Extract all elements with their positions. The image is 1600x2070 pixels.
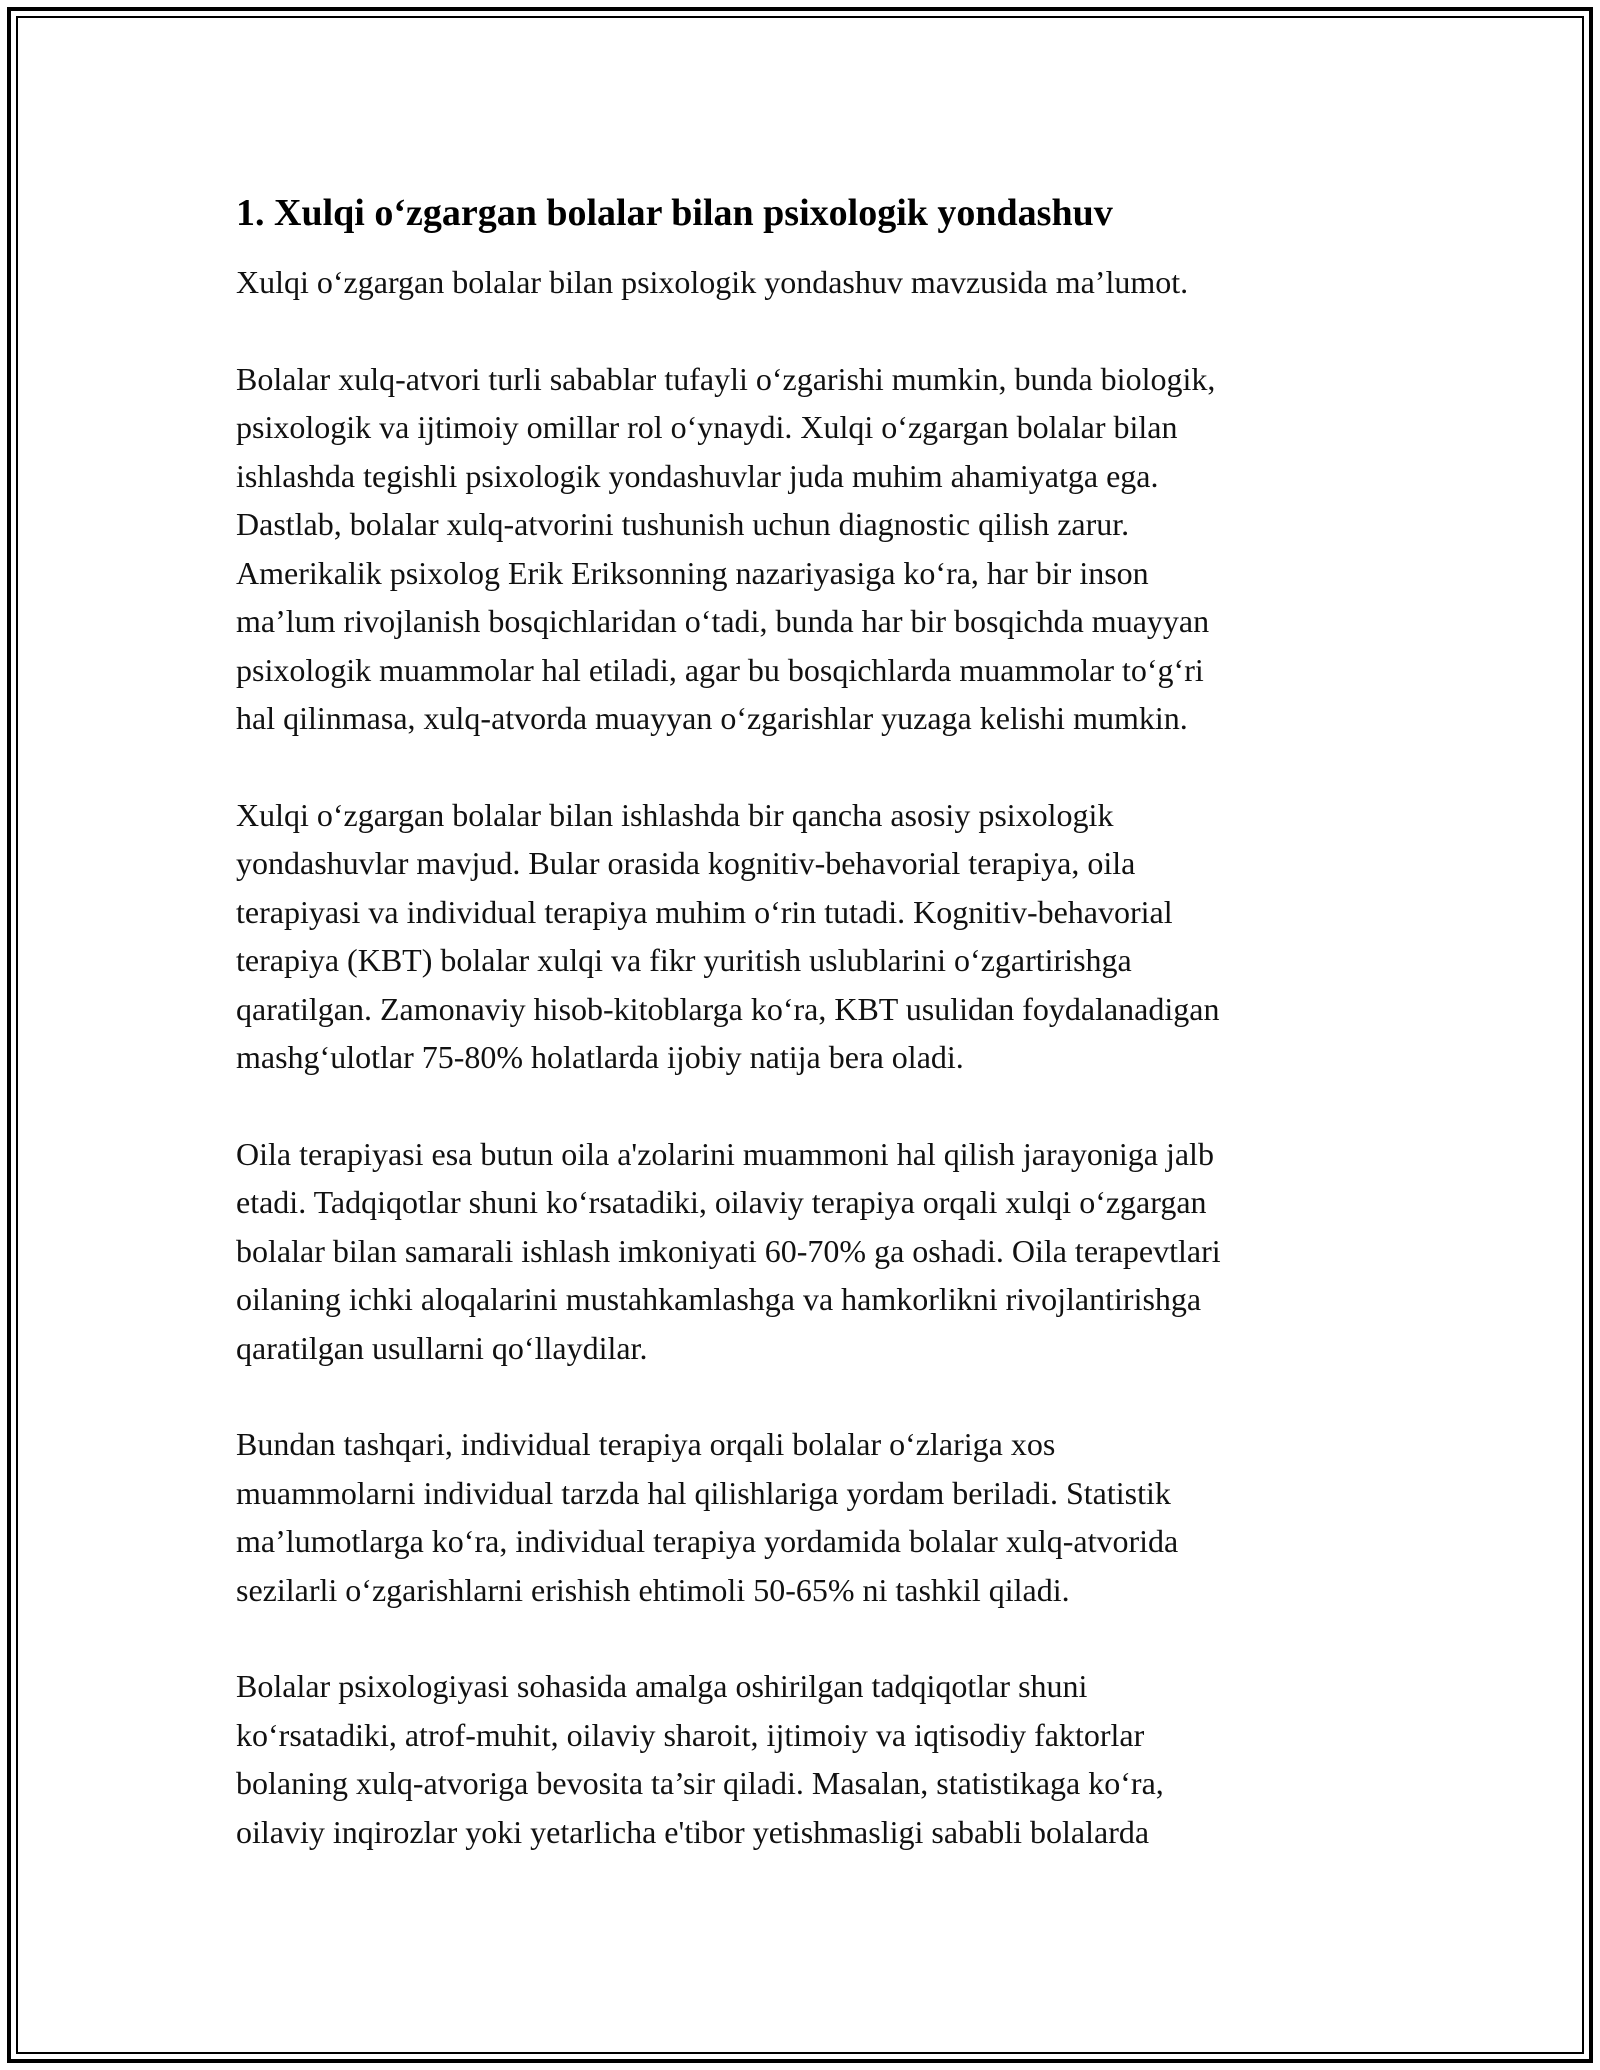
intro-paragraph: Xulqi o‘zgargan bolalar bilan psixologik yondashuv mavzusida ma’lumot. xyxy=(236,264,1189,300)
page-title: 1. Xulqi o‘zgargan bolalar bilan psixologik yondashuv xyxy=(236,192,1113,234)
body-paragraph-2: Xulqi o‘zgargan bolalar bilan ishlashda bir qancha asosiy psixologik yondashuvlar mavjud. Bular orasida kognitiv-behavorial terapiya, oila terapiyasi va individual terapiya muhim o‘rin tutadi. Kognitiv-behavorial terapiya (KBT) bolalar xulqi va fikr yuritish uslublarini o‘zgartirishga qaratilgan. Zamonaviy hisob-kitoblarga ko‘ra, KBT usulidan foydalanadigan mashg‘ulotlar 75-80% holatlarda ijobiy natija bera oladi. xyxy=(236,796,1220,1075)
body-paragraph-4: Bundan tashqari, individual terapiya orqali bolalar o‘zlariga xos muammolarni individual tarzda hal qilishlariga yordam beriladi. Statistik ma’lumotlarga ko‘ra, individual terapiya yordamida bolalar xulq-atvorida sezilarli o‘zgarishlarni erishish ehtimoli 50-65% ni tashkil qiladi. xyxy=(236,1426,1179,1608)
body-paragraph-3: Oila terapiyasi esa butun oila a'zolarini muammoni hal qilish jarayoniga jalb etadi. Tadqiqotlar shuni ko‘rsatadiki, oilaviy terapiya orqali xulqi o‘zgargan bolalar bilan samarali ishlash imkoniyati 60-70% ga oshadi. Oila terapevtlari oilaning ichki aloqalarini mustahkamlashga va hamkorlikni rivojlantirishga qaratilgan usullarni qo‘llaydilar. xyxy=(236,1135,1221,1366)
body-paragraph-5: Bolalar psixologiyasi sohasida amalga oshirilgan tadqiqotlar shuni ko‘rsatadiki, atrof-muhit, oilaviy sharoit, ijtimoiy va iqtisodiy faktorlar bolaning xulq-atvoriga bevosita ta’sir qiladi. Masalan, statistikaga ko‘ra, oilaviy inqirozlar yoki yetarlicha e'tibor yetishmasligi sababli bolalarda xyxy=(236,1668,1164,1850)
body-paragraph-1: Bolalar xulq-atvori turli sabablar tufayli o‘zgarishi mumkin, bunda biologik, psixologik va ijtimoiy omillar rol o‘ynaydi. Xulqi o‘zgargan bolalar bilan ishlashda tegishli psixologik yondashuvlar juda muhim ahamiyatga ega. Dastlab, bolalar xulq-atvorini tushunish uchun diagnostic qilish zarur. Amerikalik psixolog Erik Eriksonning nazariyasiga ko‘ra, har bir inson ma’lum rivojlanish bosqichlaridan o‘tadi, bunda har bir bosqichda muayyan psixologik muammolar hal etiladi, agar bu bosqichlarda muammolar to‘g‘ri hal qilinmasa, xulq-atvorda muayyan o‘zgarishlar yuzaga kelishi mumkin. xyxy=(236,360,1216,736)
page-content xyxy=(236,188,1386,1856)
